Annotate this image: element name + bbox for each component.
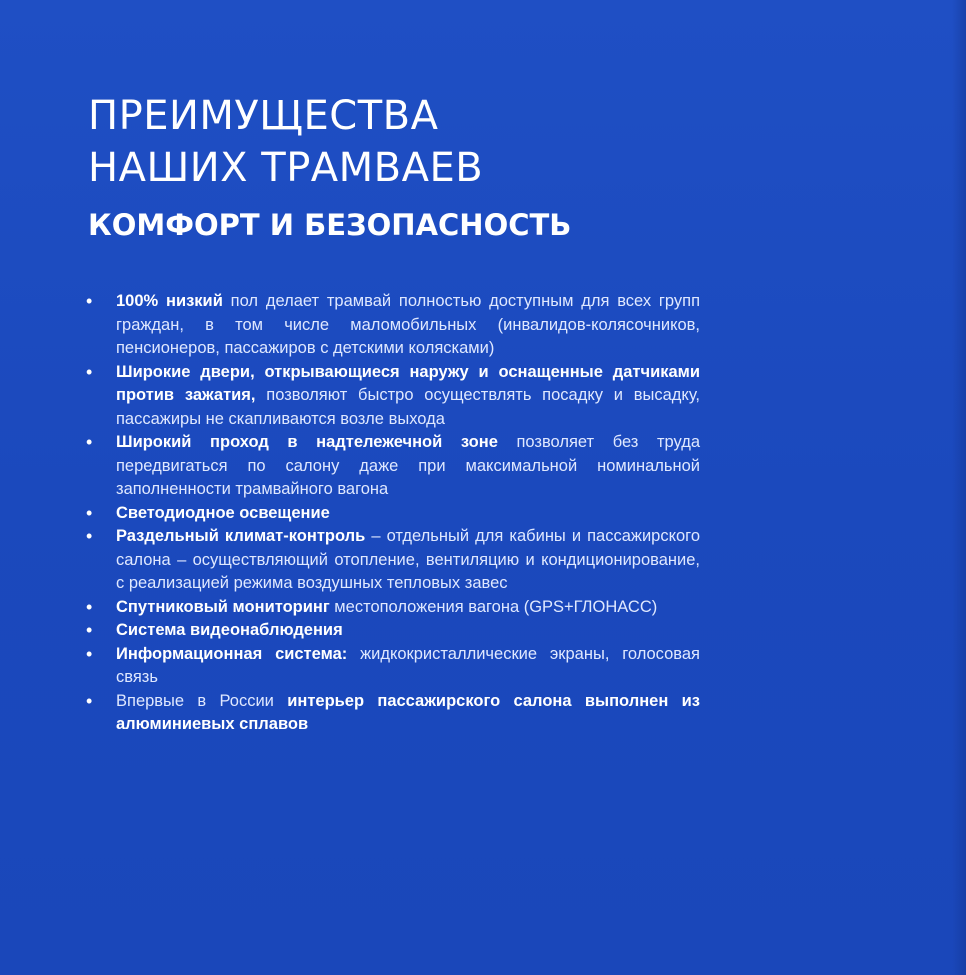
feature-title: Система видеонаблюдения — [116, 621, 343, 639]
feature-text: позволяют быстро осуществлять посадку и высадку, пассажиры не скапливаются возле выхода — [116, 386, 700, 428]
feature-text: местоположения вагона (GPS+ГЛОНАСС) — [329, 597, 658, 616]
feature-title: Информационная система: — [116, 644, 348, 663]
feature-information-system — [86, 643, 700, 690]
feature-text: позволяет без труда передвигаться по салону даже при максимальной номинальной заполненности трамвайного вагона — [116, 433, 701, 498]
features-list — [86, 290, 700, 737]
page-title-line-2: НАШИХ ТРАМВАЕВ — [88, 145, 484, 191]
feature-text: жидкокристаллические экраны, голосовая связь — [116, 644, 700, 686]
feature-text: пол делает трамвай полностью доступным для всех групп граждан, в том числе маломобильных (инвалидов-колясочников, пенсионеров, пассажиров с детскими колясками) — [116, 292, 701, 357]
feature-title: Широкие двери, открывающиеся наружу и оснащенные датчиками против зажатия, — [116, 362, 700, 404]
page-subtitle: КОМФОРТ И БЕЗОПАСНОСТЬ — [88, 208, 572, 242]
feature-wide-aisle — [86, 431, 700, 502]
feature-climate-control — [86, 525, 700, 596]
bullet-icon: • — [86, 526, 93, 546]
bullet-icon: • — [86, 643, 93, 664]
bullet-icon: • — [86, 690, 93, 711]
feature-title: Светодиодное освещение — [116, 503, 330, 522]
feature-low-floor — [86, 290, 700, 361]
feature-title: 100% низкий — [116, 292, 223, 310]
bullet-icon: • — [86, 620, 93, 640]
feature-title: Широкий проход в надтележечной зоне — [116, 433, 498, 451]
feature-title: интерьер пассажирского салона выполнен из алюминиевых сплавов — [116, 691, 700, 733]
feature-aluminum-interior — [86, 690, 700, 737]
feature-title: Спутниковый мониторинг — [116, 597, 330, 616]
bullet-icon: • — [86, 291, 93, 311]
bullet-icon: • — [86, 361, 93, 382]
bullet-icon: • — [86, 502, 93, 523]
feature-satellite-monitoring — [86, 596, 700, 620]
bullet-icon: • — [86, 432, 93, 452]
feature-title: Раздельный климат-контроль — [116, 527, 366, 545]
feature-video-surveillance — [86, 619, 700, 643]
feature-lead-text: Впервые в России — [116, 691, 288, 710]
feature-text: – отдельный для кабины и пассажирского салона – осуществляющий отопление, вентиляцию и кондиционирование, с реализацией режима воздушных тепловых завес — [116, 527, 701, 592]
page-title-line-1: ПРЕИМУЩЕСТВА — [88, 93, 439, 139]
page-edge-shadow — [952, 0, 966, 975]
bullet-icon: • — [86, 596, 93, 617]
feature-wide-doors — [86, 361, 700, 432]
feature-led-lighting — [86, 502, 700, 526]
